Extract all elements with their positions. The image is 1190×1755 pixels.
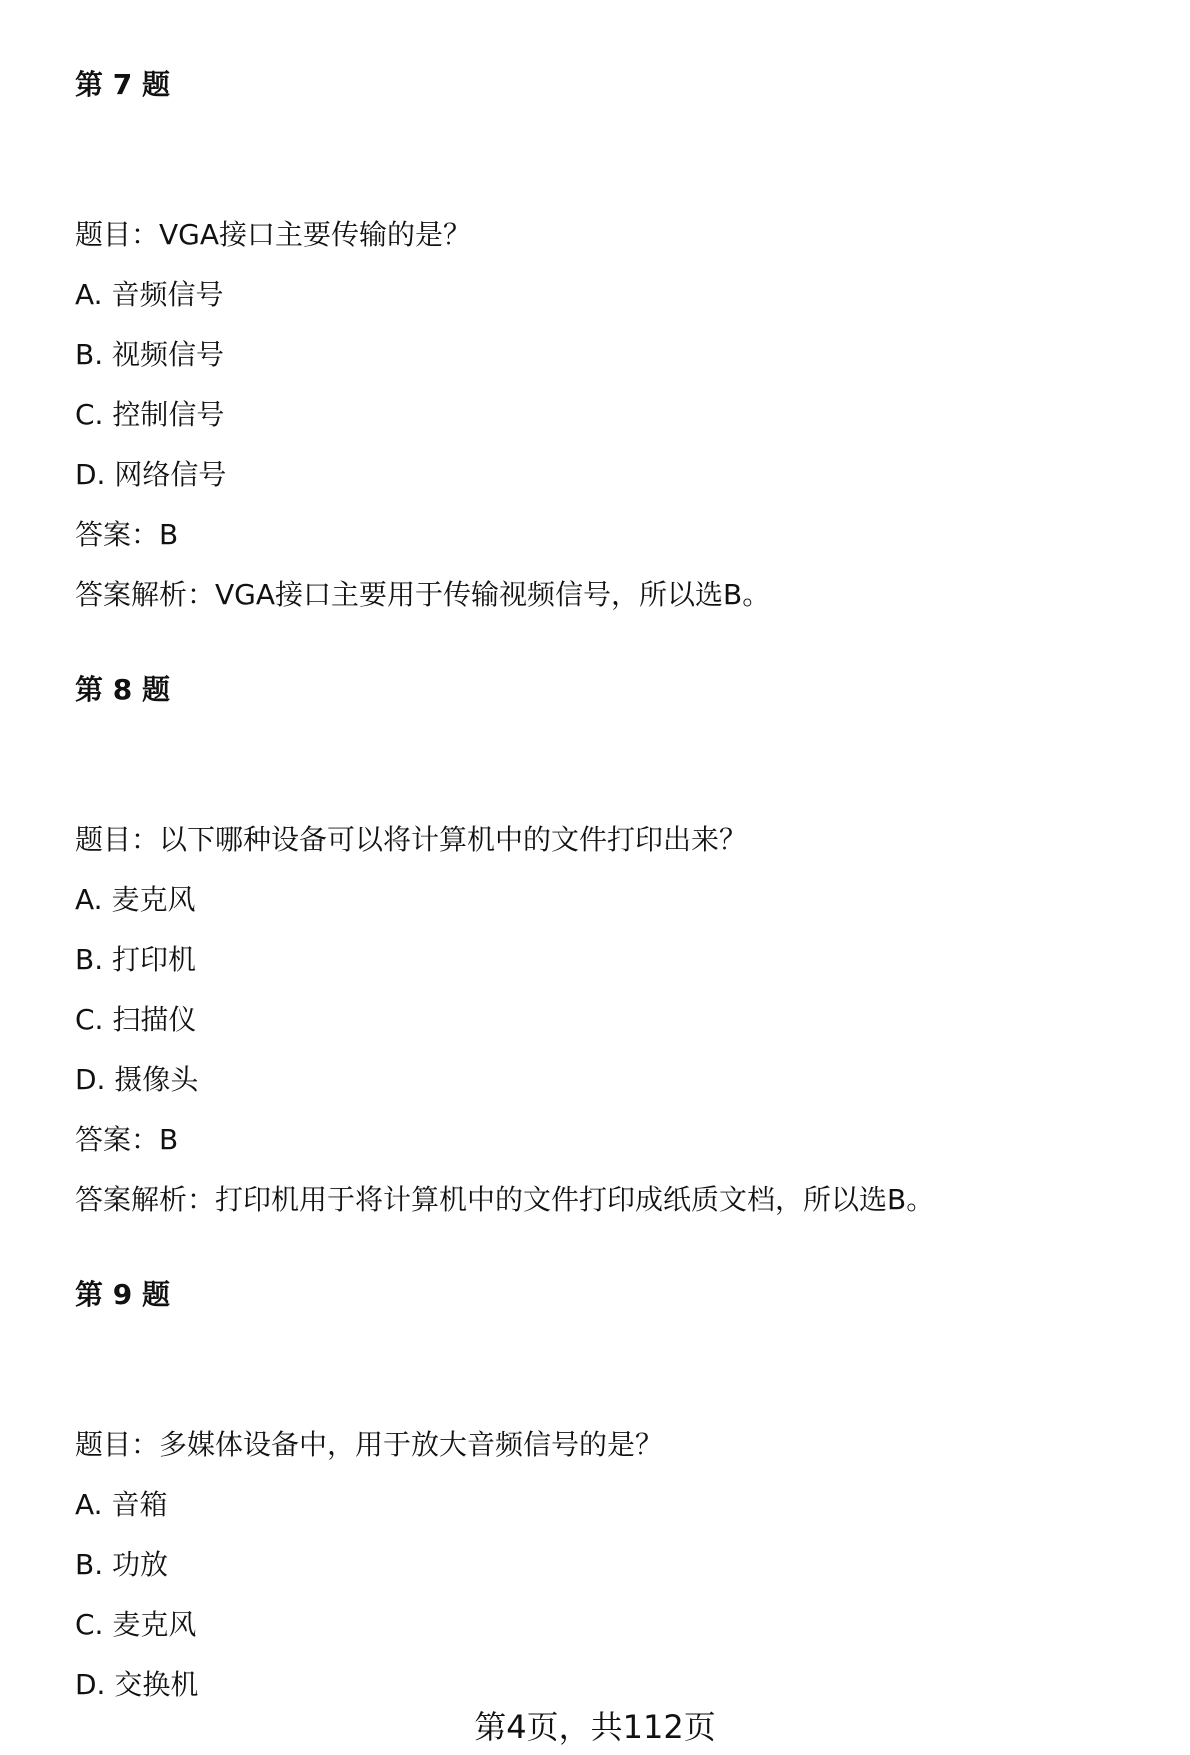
question-9 — [75, 1275, 1115, 1705]
option-a: A. 音箱 — [75, 1488, 168, 1521]
question-stem: 题目：以下哪种设备可以将计算机中的文件打印出来？ — [75, 823, 748, 856]
question-heading: 第 9 题 — [75, 1278, 170, 1311]
question-stem: 题目：VGA接口主要传输的是？ — [75, 218, 472, 251]
option-d: D. 网络信号 — [75, 458, 227, 491]
question-7 — [75, 65, 1115, 615]
answer: 答案：B — [75, 1123, 179, 1156]
question-stem: 题目：多媒体设备中，用于放大音频信号的是？ — [75, 1428, 664, 1461]
answer-analysis: 答案解析：打印机用于将计算机中的文件打印成纸质文档，所以选B。 — [75, 1183, 935, 1216]
option-a: A. 音频信号 — [75, 278, 224, 311]
question-8 — [75, 670, 1115, 1220]
option-b: B. 视频信号 — [75, 338, 225, 371]
option-d: D. 交换机 — [75, 1668, 199, 1701]
option-c: C. 控制信号 — [75, 398, 225, 431]
option-d: D. 摄像头 — [75, 1063, 199, 1096]
option-b: B. 功放 — [75, 1548, 169, 1581]
page-number-footer: 第4页，共112页 — [474, 1708, 716, 1746]
option-b: B. 打印机 — [75, 943, 197, 976]
question-heading: 第 8 题 — [75, 673, 170, 706]
option-c: C. 麦克风 — [75, 1608, 197, 1641]
answer: 答案：B — [75, 518, 179, 551]
answer-analysis: 答案解析：VGA接口主要用于传输视频信号，所以选B。 — [75, 578, 771, 611]
option-a: A. 麦克风 — [75, 883, 196, 916]
question-heading: 第 7 题 — [75, 68, 170, 101]
option-c: C. 扫描仪 — [75, 1003, 197, 1036]
